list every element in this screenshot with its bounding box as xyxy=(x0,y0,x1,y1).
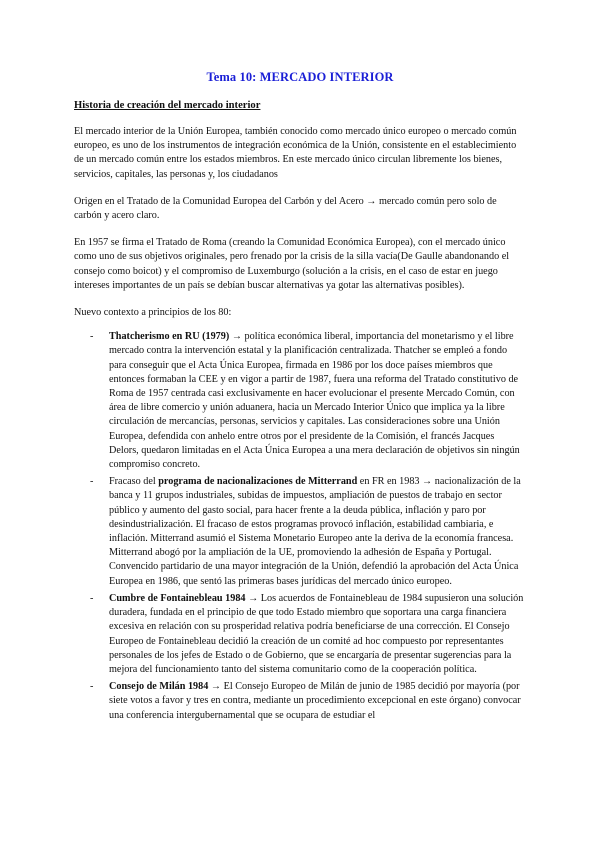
context-intro: Nuevo contexto a principios de los 80: xyxy=(74,307,232,319)
bullet-marker: - xyxy=(90,476,94,488)
paragraph: El mercado interior de la Unión Europea, también conocido como mercado único europeo o mercado común europeo, es uno de los instrumentos de integración económica de la Unión, consistente en el establecimiento de un mercado común entre los estados miembros. En este mercado único circulan libremente los bienes, servicios, capitales, las personas y, los ciudadanos xyxy=(74,126,517,180)
bullet-bold: Cumbre de Fontainebleau 1984 xyxy=(109,592,246,604)
bullet-marker: - xyxy=(90,331,94,343)
bullet-item-thatcherismo xyxy=(74,330,526,472)
bullet-item-milan xyxy=(74,680,526,723)
bullet-post: en FR en 1983 → nacionalización de la banca y 11 grupos industriales, subidas de impuestos, ampliación de puestos de trabajo en sector público y aumento del gasto social, para hacer frente a la deuda pública, inflación y paro por desindustrialización. El fracaso de estos programas provocó inflación, estabilidad cambiaria, e inflación. Mitterrand asumió el Sistema Monetario Europeo ante la deriva de la economía francesa. Mitterrand abogó por la ampliación de la UE, promoviendo la adhesión de España y Portugal. Convencido partidario de una mayor integración de la Unión, defendió la aprobación del Acta Única Europea en 1986, que sentó las primeras bases jurídicas del mercado único europeo. xyxy=(109,476,521,587)
document-title: Tema 10: MERCADO INTERIOR xyxy=(206,70,394,84)
bullet-post: → El Consejo Europeo de Milán de junio de 1985 decidió por mayoría (por siete votos a favor y tres en contra, mediante un procedimiento excepcional en este órgano) convocar una conferencia intergubernamental que se ocupara de estudiar el xyxy=(109,681,521,721)
bullet-bold: Thatcherismo en RU (1979) xyxy=(109,331,230,343)
bullet-marker: - xyxy=(90,592,94,604)
context-bullet-list xyxy=(74,330,526,722)
bullet-item-fontainebleau xyxy=(74,592,526,677)
bullet-item-mitterrand xyxy=(74,475,526,589)
bullet-pre: Fracaso del xyxy=(109,476,159,488)
paragraph: En 1957 se firma el Tratado de Roma (creando la Comunidad Económica Europea), con el mercado único como uno de sus objetivos originales, pero frenado por la crisis de la silla vacía(De Gaulle abandonando el consejo como boicot) y el compromiso de Luxemburgo (solución a la crisis, en el caso de estar en juego intereses importantes de un país se debían buscar alternativas ya gotar las alternativas posibles). xyxy=(74,237,510,291)
bullet-post: → política económica liberal, importancia del monetarismo y el libre mercado contra la intervención estatal y la planificación centralizada. Thatcher se empleó a fondo para conseguir que el Acta Única Europea, firmada en 1986 por los doce países miembros que entonces formaban la CEE y en vigor a partir de 1987, fuera una reforma del Tratado constitutivo de Roma de 1957 centrada casi exclusivamente en hacer evolucionar el presente Mercado Común, con área de libre comercio y unión aduanera, hacia un Mercado Interior Único que implica ya la libre circulación de mercancías, personas, servicios y capitales. Las consideraciones sobre una Unión Europea, defendida con anhelo entre otros por el presidente de la Comisión, el francés Jacques Delors, quedaron limitadas en el Acta Única Europea a una mera declaración de objetivos sin ningún compromiso concreto. xyxy=(109,331,520,471)
bullet-bold: programa de nacionalizaciones de Mitterrand xyxy=(158,476,358,488)
section-heading: Historia de creación del mercado interior xyxy=(74,100,261,111)
bullet-marker: - xyxy=(90,681,94,693)
bullet-bold: Consejo de Milán 1984 xyxy=(109,681,209,693)
bullet-post: → Los acuerdos de Fontainebleau de 1984 supusieron una solución duradera, fundada en el principio de que todo Estado miembro que soportara una carga financiera excesiva en relación con su prosperidad relativa podría beneficiarse de una corrección. El Consejo Europeo de Fontainebleau decidió la creación de un comité ad hoc compuesto por representantes personales de los jefes de Estado o de Gobierno, que se encargaría de presentar sugerencias para la mejora del funcionamiento tanto del sistema comunitario como de la cooperación política. xyxy=(109,592,524,675)
paragraph: Origen en el Tratado de la Comunidad Europea del Carbón y del Acero → mercado común pero solo de carbón y acero claro. xyxy=(74,195,497,222)
